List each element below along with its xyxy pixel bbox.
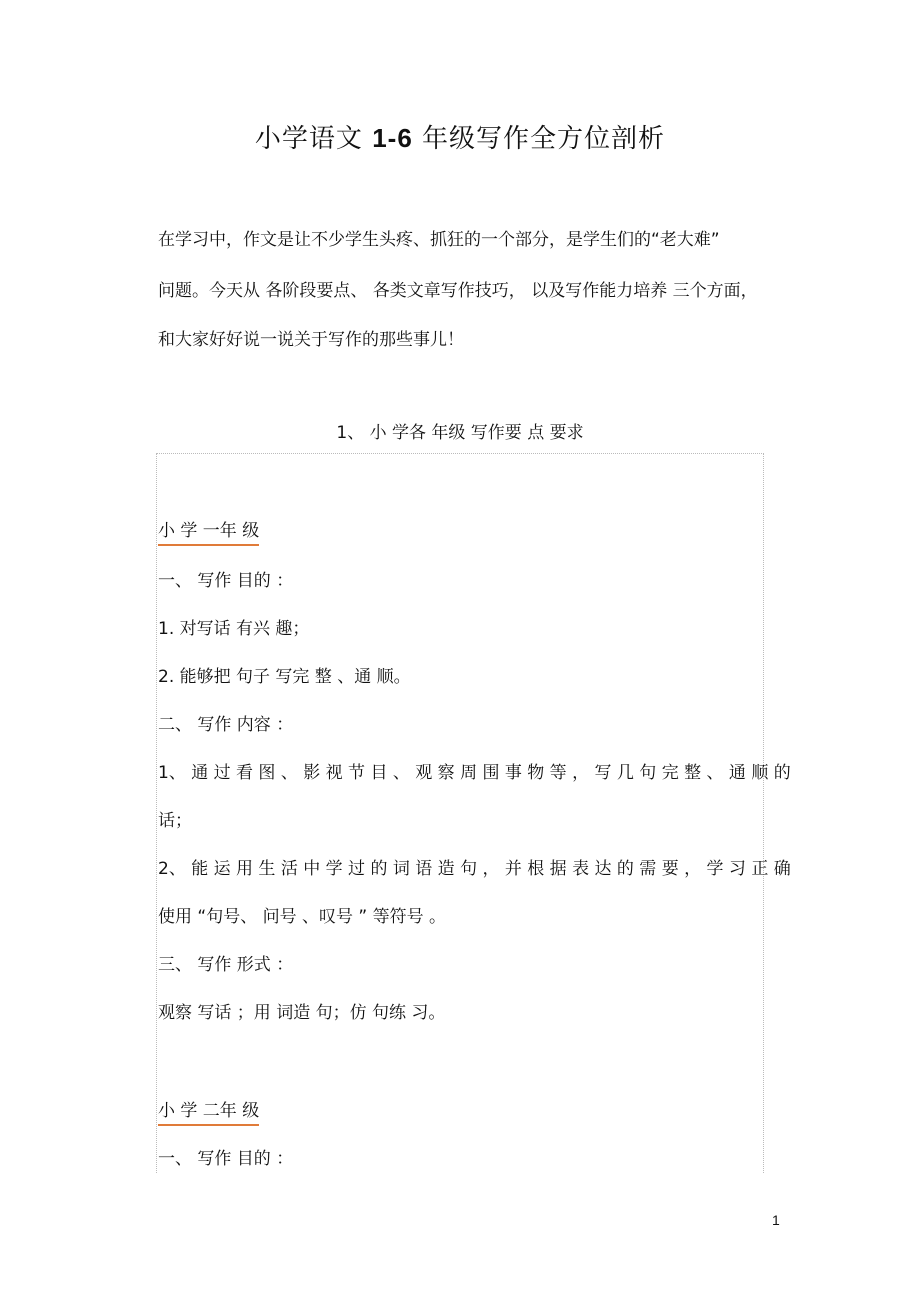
title-post: 年级写作全方位剖析	[422, 124, 666, 154]
content-box	[156, 453, 764, 1173]
section-heading: 1、 小 学各 年级 写作要 点 要求	[336, 423, 584, 443]
grade1-form-heading: 三、 写作 形式 ：	[158, 955, 294, 975]
grade2-heading: 小 学 二年 级	[158, 1096, 259, 1126]
grade1-content-2a: 2、 能 运 用 生 活 中 学 过 的 词 语 造 句 ， 并 根 据 表 达 的 需 要 ， 学 习 正 确	[158, 859, 791, 879]
title-grade-range: 1-6	[372, 123, 413, 153]
intro-line-3: 和大家好好说一说关于写作的那些事儿！	[158, 330, 464, 350]
grade1-goal-2: 2. 能够把 句子 写完 整 、通 顺。	[158, 667, 411, 687]
grade1-goal-1: 1. 对写话 有兴 趣；	[158, 619, 310, 639]
grade1-content-heading: 二、 写作 内容 ：	[158, 715, 294, 735]
page-number: 1	[772, 1212, 780, 1228]
document-title	[0, 118, 920, 155]
intro-line-1: 在学习中，作文是让不少学生头疼、抓狂的一个部分，是学生们的“老大难”	[158, 230, 720, 250]
grade1-content-2b: 使用 “句号、 问号 、叹号 ” 等符号 。	[158, 907, 447, 927]
grade2-goal-heading: 一、 写作 目的 ：	[158, 1149, 294, 1169]
intro-line-2: 问题。今天从 各阶段要点、 各类文章写作技巧， 以及写作能力培养 三个方面，	[158, 281, 758, 301]
grade1-goal-heading: 一、 写作 目的 ：	[158, 571, 294, 591]
grade1-content-1a: 1、 通 过 看 图 、 影 视 节 目 、 观 察 周 围 事 物 等 ， 写 几 句 完 整 、 通 顺 的	[158, 763, 791, 783]
grade1-content-1b: 话；	[158, 811, 192, 831]
title-pre: 小学语文	[254, 124, 363, 154]
grade1-heading: 小 学 一年 级	[158, 516, 259, 546]
grade1-form-1: 观察 写话 ；用 词造 句；仿 句练 习。	[158, 1003, 446, 1023]
